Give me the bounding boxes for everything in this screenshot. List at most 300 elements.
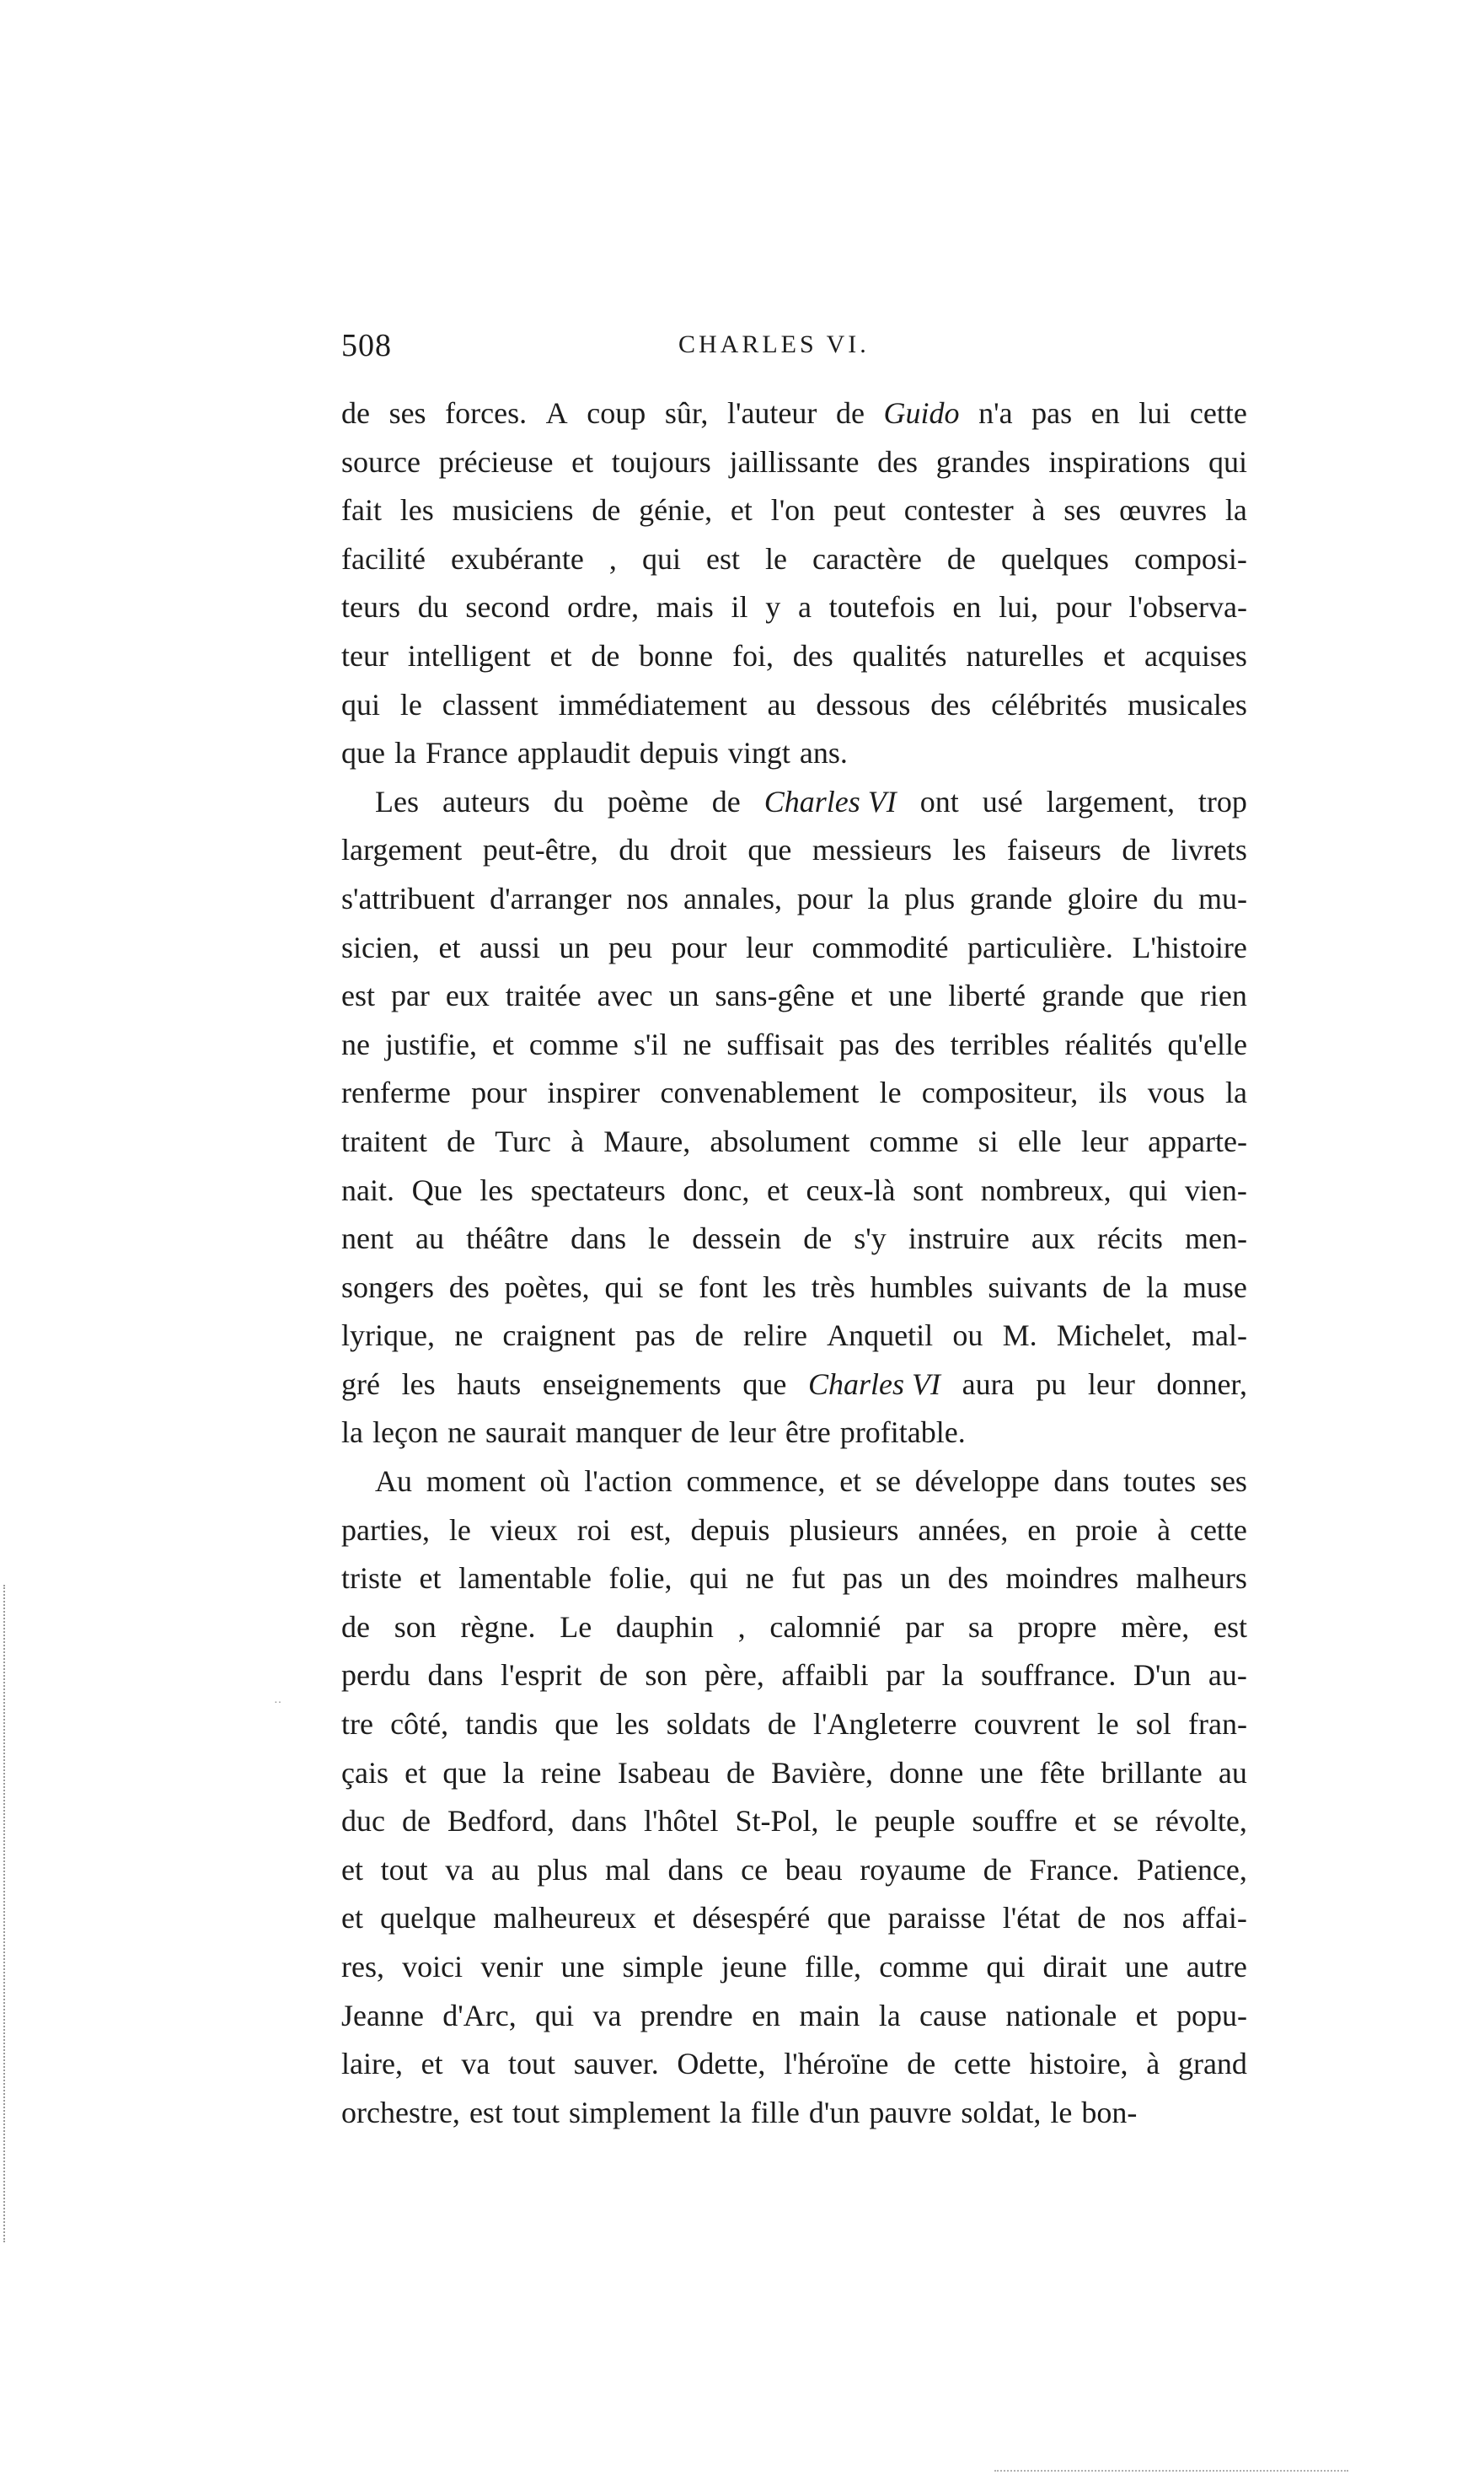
word: de bbox=[341, 396, 370, 430]
word: les bbox=[401, 1366, 436, 1401]
running-title: CHARLES VI. bbox=[678, 330, 870, 358]
word: être bbox=[785, 1415, 831, 1450]
text-line bbox=[341, 1749, 1247, 1798]
word: une bbox=[560, 1950, 605, 1984]
word: si bbox=[978, 1124, 999, 1158]
word: proie bbox=[1075, 1512, 1138, 1547]
word: affaibli bbox=[781, 1658, 869, 1693]
word: pas bbox=[842, 1561, 883, 1596]
text-line bbox=[341, 438, 1247, 487]
word: L'histoire bbox=[1132, 930, 1247, 964]
word: simple bbox=[622, 1950, 704, 1984]
word: Turc bbox=[495, 1124, 551, 1158]
word: Que bbox=[411, 1173, 463, 1207]
word: qui bbox=[689, 1561, 729, 1596]
word: précieuse bbox=[438, 444, 554, 479]
text-line bbox=[341, 972, 1247, 1021]
word: craignent bbox=[502, 1318, 616, 1353]
word: jeune bbox=[721, 1950, 787, 1984]
word: parties, bbox=[341, 1512, 430, 1547]
word: au bbox=[767, 687, 796, 722]
word: des bbox=[930, 687, 972, 722]
word: renferme bbox=[341, 1076, 451, 1110]
word: de bbox=[983, 1852, 1012, 1887]
text-line bbox=[341, 778, 1247, 827]
word: réalités bbox=[1064, 1027, 1153, 1061]
text-line bbox=[341, 1118, 1247, 1167]
word: toutefois bbox=[828, 590, 935, 625]
word: peuple bbox=[874, 1804, 956, 1839]
word: Bedford, bbox=[447, 1804, 554, 1839]
text-line bbox=[341, 2089, 1247, 2138]
text-line bbox=[341, 826, 1247, 875]
word: , bbox=[737, 1609, 746, 1644]
word: Patience, bbox=[1136, 1852, 1247, 1887]
word: A bbox=[545, 396, 568, 430]
word: célébrités bbox=[991, 687, 1108, 722]
word: mais bbox=[656, 590, 714, 625]
word: par bbox=[886, 1658, 925, 1693]
word: hauts bbox=[457, 1366, 522, 1401]
word: source bbox=[341, 444, 421, 479]
word: l'observa- bbox=[1128, 590, 1247, 625]
word: traitent bbox=[341, 1124, 427, 1158]
word: lui, bbox=[999, 590, 1039, 625]
word: que bbox=[747, 833, 792, 867]
word: tout bbox=[512, 2095, 560, 2129]
word: que bbox=[442, 1755, 487, 1790]
word: du bbox=[619, 833, 650, 867]
word: donner, bbox=[1156, 1366, 1247, 1401]
word: la bbox=[502, 1755, 525, 1790]
word: comme bbox=[869, 1124, 959, 1158]
word: pour bbox=[796, 881, 853, 915]
text-line bbox=[341, 1700, 1247, 1749]
word: intelligent bbox=[407, 638, 531, 673]
word: de bbox=[1102, 1270, 1132, 1304]
word: y bbox=[765, 590, 781, 625]
word: est bbox=[469, 2095, 503, 2129]
word: grande bbox=[969, 881, 1053, 915]
word: théâtre bbox=[466, 1221, 549, 1256]
word: cette bbox=[1189, 1512, 1247, 1547]
word: par bbox=[390, 979, 430, 1013]
word: de bbox=[447, 1124, 476, 1158]
word: et bbox=[839, 1464, 862, 1499]
word: le bbox=[765, 541, 787, 576]
text-line bbox=[341, 681, 1247, 730]
word: paraisse bbox=[887, 1901, 986, 1935]
word: au bbox=[1218, 1755, 1247, 1790]
word: récits bbox=[1096, 1221, 1163, 1256]
word: traitée bbox=[505, 979, 581, 1013]
word: absolument bbox=[710, 1124, 850, 1158]
word: facilité bbox=[341, 541, 426, 576]
word: plusieurs bbox=[789, 1512, 899, 1547]
text-line bbox=[341, 729, 1247, 778]
word: que bbox=[827, 1901, 871, 1935]
word: en bbox=[1090, 396, 1120, 430]
word: à bbox=[1157, 1512, 1171, 1547]
word: France. bbox=[1029, 1852, 1120, 1887]
word: le bbox=[1096, 1707, 1119, 1742]
word: que bbox=[554, 1707, 599, 1742]
word: leur bbox=[728, 1415, 776, 1450]
word: plus bbox=[537, 1852, 588, 1887]
word: aura bbox=[962, 1366, 1015, 1401]
word: de bbox=[726, 1755, 755, 1790]
word: et bbox=[341, 1852, 363, 1887]
word: à bbox=[1031, 493, 1046, 528]
word: gré bbox=[341, 1366, 380, 1401]
word: venir bbox=[480, 1950, 544, 1984]
word: qui bbox=[641, 541, 681, 576]
word: grand bbox=[1177, 2047, 1247, 2081]
word: duc bbox=[341, 1804, 385, 1839]
word: la bbox=[341, 1415, 363, 1450]
word: et bbox=[549, 638, 572, 673]
word: la bbox=[394, 736, 416, 770]
word: font bbox=[699, 1270, 748, 1304]
word: fête bbox=[1039, 1755, 1085, 1790]
word: de bbox=[946, 541, 976, 576]
word: sans-gêne bbox=[715, 979, 835, 1013]
word: aux bbox=[1031, 1221, 1075, 1256]
word: les bbox=[762, 1270, 796, 1304]
word: largement, bbox=[1046, 784, 1175, 819]
word: côté, bbox=[390, 1707, 449, 1742]
word: se bbox=[1112, 1804, 1138, 1839]
word: royaume bbox=[860, 1852, 967, 1887]
word: roi bbox=[576, 1512, 611, 1547]
text-line bbox=[341, 1458, 1247, 1506]
word: d'un bbox=[808, 2095, 860, 2129]
word: cause bbox=[919, 1998, 987, 2032]
word: simplement bbox=[568, 2095, 710, 2129]
word: souffrance. bbox=[981, 1658, 1117, 1693]
word: ne bbox=[447, 1415, 476, 1450]
word: règne. bbox=[460, 1609, 536, 1644]
word: caractère bbox=[812, 541, 922, 576]
word: les bbox=[479, 1173, 514, 1207]
word: va bbox=[592, 1998, 622, 2032]
word: immédiatement bbox=[558, 687, 747, 722]
word: propre bbox=[1017, 1609, 1097, 1644]
word: lyrique, bbox=[341, 1318, 435, 1353]
word: est bbox=[341, 979, 375, 1013]
word: nait. bbox=[341, 1173, 394, 1207]
word: leçon bbox=[372, 1415, 438, 1450]
word: jaillissante bbox=[729, 444, 860, 479]
word: et bbox=[1074, 1804, 1096, 1839]
text-line bbox=[341, 1167, 1247, 1216]
word: au bbox=[490, 1852, 520, 1887]
word: son bbox=[394, 1609, 437, 1644]
word: vingt bbox=[727, 736, 790, 770]
text-line bbox=[341, 1409, 1247, 1458]
word: ordre, bbox=[567, 590, 640, 625]
word: nos bbox=[1122, 1901, 1165, 1935]
word: St-Pol, bbox=[735, 1804, 819, 1839]
word: du bbox=[553, 784, 584, 819]
word: peu bbox=[608, 930, 653, 964]
word: de bbox=[1077, 1901, 1106, 1935]
word: affai- bbox=[1181, 1901, 1247, 1935]
italic-title: Charles VI bbox=[763, 784, 897, 819]
word: mu- bbox=[1197, 881, 1247, 915]
word: pour bbox=[1055, 590, 1112, 625]
word: humbles bbox=[870, 1270, 973, 1304]
margin-scan-artifact bbox=[3, 1585, 8, 2242]
text-line bbox=[341, 1506, 1247, 1555]
word: prendre bbox=[640, 1998, 733, 2032]
word: rien bbox=[1199, 979, 1247, 1013]
word: nombreux, bbox=[980, 1173, 1112, 1207]
word: la bbox=[1224, 493, 1247, 528]
word: D'un bbox=[1133, 1658, 1192, 1693]
word: sauver. bbox=[573, 2047, 659, 2081]
word: va bbox=[461, 2047, 490, 2081]
word: poètes, bbox=[504, 1270, 590, 1304]
word: en bbox=[752, 1998, 781, 2032]
word: toutes bbox=[1123, 1464, 1197, 1499]
word: à bbox=[571, 1124, 585, 1158]
word: un bbox=[900, 1561, 931, 1596]
word: largement bbox=[341, 833, 463, 867]
word: de bbox=[402, 1804, 431, 1839]
word: nos bbox=[626, 881, 669, 915]
word: ce bbox=[741, 1852, 769, 1887]
word: enseignements bbox=[542, 1366, 721, 1401]
word: fait bbox=[341, 493, 382, 528]
word: ou bbox=[952, 1318, 983, 1353]
word: Les bbox=[375, 784, 419, 819]
text-line bbox=[341, 1069, 1247, 1118]
word: donc, bbox=[683, 1173, 750, 1207]
word: qualités bbox=[852, 638, 947, 673]
word: par bbox=[905, 1609, 945, 1644]
word: et bbox=[491, 1027, 514, 1061]
word: dans bbox=[571, 1804, 627, 1839]
word: Jeanne bbox=[341, 1998, 424, 2032]
word: lamentable bbox=[458, 1561, 592, 1596]
word: relire bbox=[742, 1318, 807, 1353]
word: instruire bbox=[908, 1221, 1010, 1256]
word: n'a bbox=[978, 396, 1013, 430]
word: ne bbox=[341, 1027, 370, 1061]
word: nationale bbox=[1005, 1998, 1117, 2032]
word: eux bbox=[445, 979, 490, 1013]
word: fille, bbox=[805, 1950, 861, 1984]
word: la bbox=[1146, 1270, 1169, 1304]
word: l'auteur bbox=[726, 396, 817, 430]
word: ses bbox=[1209, 1464, 1247, 1499]
word: dans bbox=[427, 1658, 484, 1693]
word: particulière. bbox=[967, 930, 1113, 964]
word: voici bbox=[402, 1950, 463, 1984]
text-line bbox=[341, 1797, 1247, 1846]
word: à bbox=[1146, 2047, 1160, 2081]
word: comme bbox=[528, 1027, 619, 1061]
word: cette bbox=[953, 2047, 1011, 2081]
word: se bbox=[875, 1464, 901, 1499]
word: est bbox=[1213, 1609, 1247, 1644]
word: a bbox=[797, 590, 812, 625]
word: manquer bbox=[575, 1415, 682, 1450]
text-line bbox=[341, 1651, 1247, 1700]
text-line bbox=[341, 1215, 1247, 1264]
word: acquises bbox=[1144, 638, 1247, 673]
word: qu'elle bbox=[1167, 1027, 1247, 1061]
word: s'y bbox=[854, 1221, 887, 1256]
italic-title: Guido bbox=[883, 396, 960, 430]
word: un bbox=[559, 930, 590, 964]
word: fille bbox=[750, 2095, 800, 2129]
word: du bbox=[1153, 881, 1184, 915]
word: trop bbox=[1197, 784, 1247, 819]
word: terribles bbox=[950, 1027, 1050, 1061]
word: sicien, bbox=[341, 930, 420, 964]
word: vieux bbox=[490, 1512, 558, 1547]
text-line bbox=[341, 1361, 1247, 1409]
word: en bbox=[952, 590, 982, 625]
word: les bbox=[615, 1707, 650, 1742]
word: comme bbox=[879, 1950, 969, 1984]
word: pas bbox=[1031, 396, 1073, 430]
word: naturelles bbox=[966, 638, 1085, 673]
word: coup bbox=[587, 396, 646, 430]
word: sont bbox=[913, 1173, 964, 1207]
text-line bbox=[341, 2040, 1247, 2089]
word: tandis bbox=[465, 1707, 538, 1742]
word: res, bbox=[341, 1950, 384, 1984]
word: depuis bbox=[690, 1512, 770, 1547]
word: tout bbox=[508, 2047, 556, 2081]
word: Au bbox=[375, 1464, 412, 1499]
word: soldats bbox=[666, 1707, 751, 1742]
word: musicales bbox=[1127, 687, 1247, 722]
word: mère, bbox=[1121, 1609, 1190, 1644]
word: autre bbox=[1186, 1950, 1247, 1984]
word: que bbox=[742, 1366, 787, 1401]
word: lui bbox=[1138, 396, 1171, 430]
word: son bbox=[645, 1658, 688, 1693]
word: des bbox=[877, 444, 919, 479]
word: ne bbox=[683, 1027, 712, 1061]
word: des bbox=[947, 1561, 988, 1596]
word: ils bbox=[1098, 1076, 1128, 1110]
word: convenablement bbox=[660, 1076, 860, 1110]
word: songers bbox=[341, 1270, 434, 1304]
text-line bbox=[341, 875, 1247, 924]
word: et bbox=[766, 1173, 789, 1207]
text-line bbox=[341, 924, 1247, 973]
word: messieurs bbox=[812, 833, 932, 867]
word: suffisait bbox=[726, 1027, 824, 1061]
word: l'esprit bbox=[500, 1658, 582, 1693]
word: elle bbox=[1017, 1124, 1062, 1158]
word: Maure, bbox=[603, 1124, 691, 1158]
word: Odette, bbox=[677, 2047, 766, 2081]
word: nent bbox=[341, 1221, 394, 1256]
word: foi, bbox=[731, 638, 774, 673]
word: dirait bbox=[1042, 1950, 1107, 1984]
word: cette bbox=[1189, 396, 1247, 430]
word: désespéré bbox=[692, 1901, 811, 1935]
word: s'attribuent bbox=[341, 881, 475, 915]
word: que bbox=[341, 736, 385, 770]
word: suivants bbox=[988, 1270, 1088, 1304]
word: d'Arc, bbox=[442, 1998, 517, 2032]
word: M. bbox=[1002, 1318, 1037, 1353]
word: apparte- bbox=[1148, 1124, 1247, 1158]
word: et bbox=[438, 930, 461, 964]
word: des bbox=[792, 638, 833, 673]
word: toujours bbox=[611, 444, 711, 479]
word: et bbox=[571, 444, 594, 479]
word: folie, bbox=[608, 1561, 672, 1596]
word: les bbox=[399, 493, 434, 528]
word: qui bbox=[1208, 444, 1247, 479]
text-line bbox=[341, 1992, 1247, 2041]
word: compositeur, bbox=[921, 1076, 1079, 1110]
word: Bavière, bbox=[771, 1755, 874, 1790]
word: la bbox=[878, 1998, 901, 2032]
word: sa bbox=[967, 1609, 994, 1644]
word: pauvre bbox=[869, 2095, 952, 2129]
word: Anquetil bbox=[827, 1318, 934, 1353]
word: contester bbox=[903, 493, 1014, 528]
word: ont bbox=[919, 784, 959, 819]
word: et bbox=[1103, 638, 1126, 673]
word: composi- bbox=[1133, 541, 1247, 576]
word: et bbox=[730, 493, 753, 528]
word: où bbox=[539, 1464, 571, 1499]
word: beau bbox=[785, 1852, 843, 1887]
text-line bbox=[341, 1894, 1247, 1943]
scan-speck: ·· bbox=[274, 1697, 282, 1710]
word: de bbox=[1122, 833, 1151, 867]
word: le bbox=[835, 1804, 858, 1839]
word: leur bbox=[746, 930, 794, 964]
word: développe bbox=[914, 1464, 1040, 1499]
word: révolte, bbox=[1155, 1804, 1247, 1839]
word: liberté bbox=[948, 979, 1026, 1013]
page-number: 508 bbox=[341, 328, 392, 363]
word: grandes bbox=[935, 444, 1031, 479]
word: quelque bbox=[380, 1901, 477, 1935]
word: une bbox=[888, 979, 933, 1013]
word: de bbox=[711, 784, 741, 819]
word: dessein bbox=[692, 1221, 782, 1256]
word: est bbox=[705, 541, 740, 576]
word: œuvres bbox=[1119, 493, 1208, 528]
word: pas bbox=[635, 1318, 676, 1353]
word: couvrent bbox=[973, 1707, 1080, 1742]
word: années, bbox=[918, 1512, 1009, 1547]
word: bonne bbox=[639, 638, 714, 673]
word: çais bbox=[341, 1755, 388, 1790]
word: teurs bbox=[341, 590, 400, 625]
word: leur bbox=[1080, 1124, 1128, 1158]
word: tout bbox=[380, 1852, 428, 1887]
word: musiciens bbox=[452, 493, 574, 528]
word: malheureux bbox=[493, 1901, 637, 1935]
word: plus bbox=[904, 881, 956, 915]
word: gloire bbox=[1067, 881, 1138, 915]
word: de bbox=[598, 1658, 628, 1693]
bottom-scan-artifact bbox=[994, 2470, 1348, 2473]
